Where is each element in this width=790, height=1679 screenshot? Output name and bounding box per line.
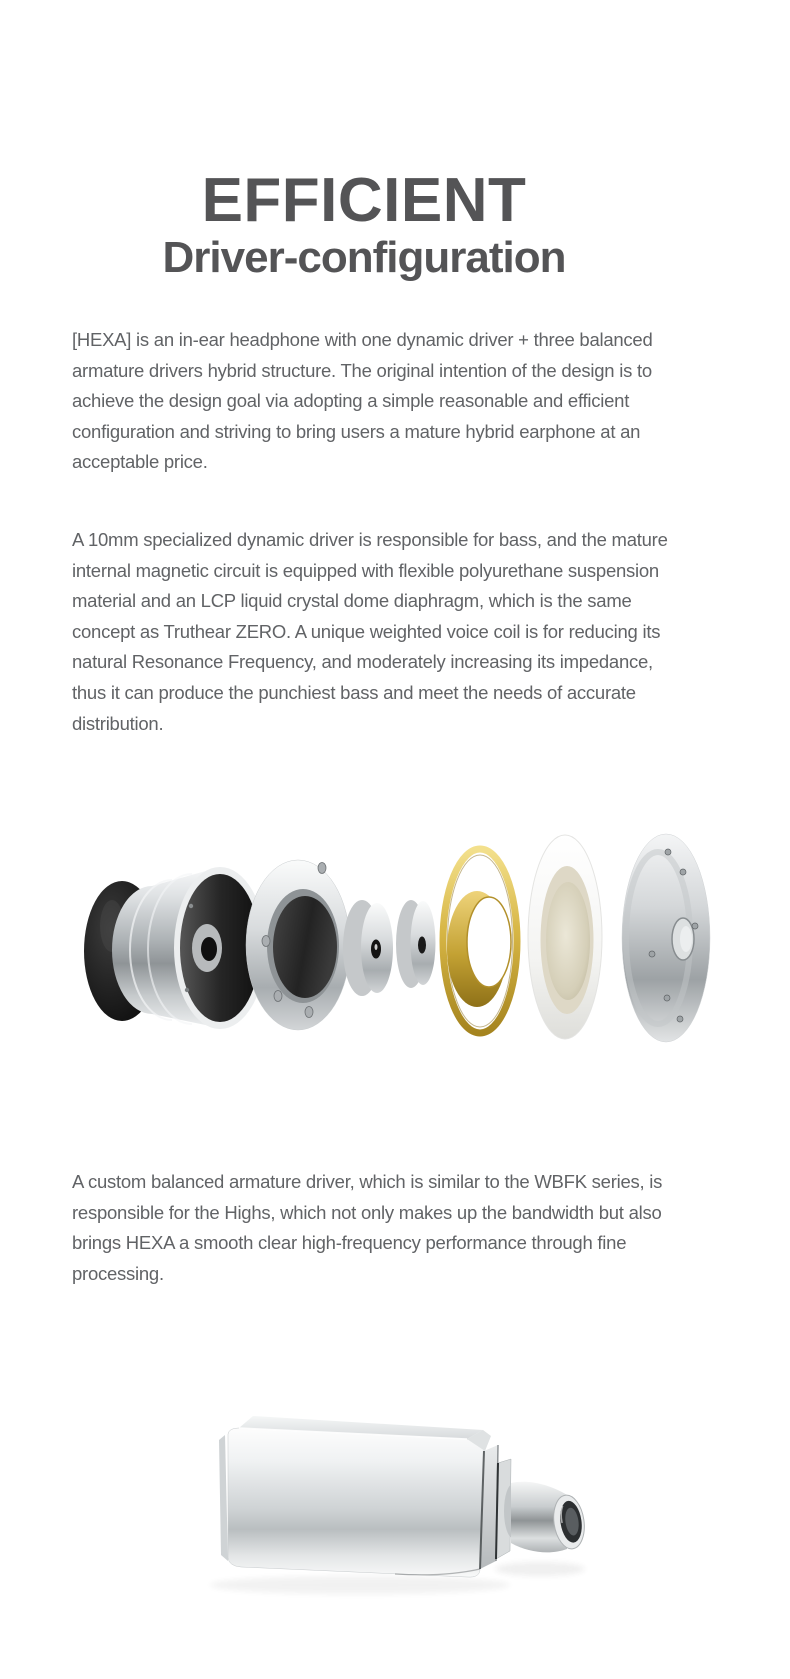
text-line: material and an LCP liquid crystal dome diaphragm, which is the same <box>72 590 632 612</box>
text-line: [HEXA] is an in-ear headphone with one dynamic driver + three balanced <box>72 329 653 350</box>
text-line: thus it can produce the punchiest bass and meet the needs of accurate <box>72 681 636 703</box>
dynamic-driver-paragraph <box>72 525 732 739</box>
text-line: concept as Truthear ZERO. A unique weighted voice coil is for reducing its <box>72 620 661 642</box>
text-line: responsible for the Highs, which not only makes up the bandwidth but also <box>72 1201 662 1223</box>
text-line: configuration and striving to bring users a mature hybrid earphone at an <box>72 420 641 442</box>
text-line: A 10mm specialized dynamic driver is responsible for bass, and the mature <box>72 529 668 550</box>
nozzle-shadow <box>495 1562 585 1576</box>
balanced-armature-driver-illustration <box>195 1403 605 1605</box>
balanced-armature-paragraph <box>72 1167 732 1289</box>
page-subtitle: Driver-configuration <box>162 232 566 282</box>
text-line: processing. <box>72 1262 164 1284</box>
text-line: A custom balanced armature driver, which is similar to the WBFK series, is <box>72 1171 663 1192</box>
text-line: internal magnetic circuit is equipped with flexible polyurethane suspension <box>72 559 659 581</box>
text-line: brings HEXA a smooth clear high-frequency performance through fine <box>72 1232 627 1254</box>
front-flange-plate <box>246 860 350 1030</box>
text-line: distribution. <box>72 712 164 734</box>
ba-driver-body <box>219 1416 491 1577</box>
voice-coil-gold-rings <box>443 849 517 1033</box>
text-line: natural Resonance Frequency, and moderately increasing its impedance, <box>72 651 653 673</box>
text-line: achieve the design goal via adopting a simple reasonable and efficient <box>72 390 630 412</box>
lcp-diaphragm <box>528 835 602 1039</box>
box-shadow <box>210 1576 510 1594</box>
ba-driver-nozzle <box>504 1482 588 1553</box>
page-title: EFFICIENT <box>201 165 527 235</box>
balanced-armature-driver-figure <box>195 1403 605 1605</box>
pole-plate-disc <box>396 900 436 988</box>
text-line: armature drivers hybrid structure. The original intention of the design is to <box>72 359 652 381</box>
magnet-disc <box>343 900 393 996</box>
text-line: acceptable price. <box>72 451 208 473</box>
exploded-dynamic-driver-figure <box>60 758 720 1060</box>
rear-faceplate <box>622 834 710 1042</box>
exploded-dynamic-driver-illustration <box>60 758 720 1060</box>
intro-paragraph <box>72 325 732 478</box>
